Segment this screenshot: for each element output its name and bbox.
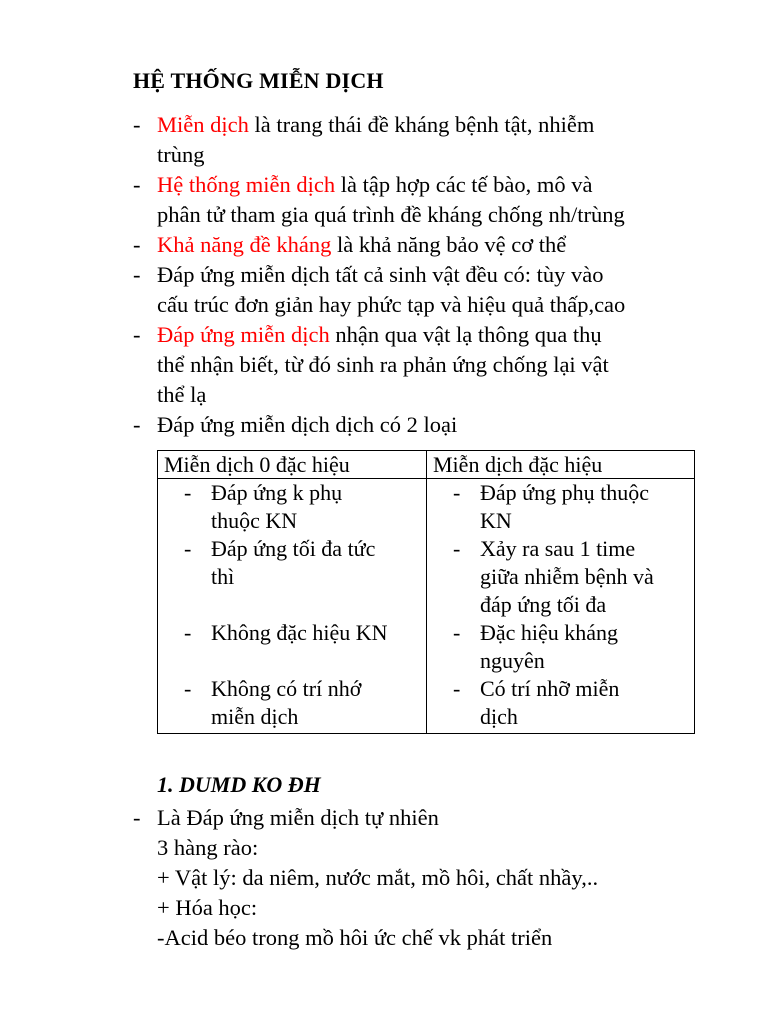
bullet-dash: - <box>133 262 141 287</box>
section-line <box>133 803 733 833</box>
definition-text-cont: trùng <box>157 142 205 167</box>
bullet-dash: - <box>133 172 141 197</box>
table-header-row <box>158 451 695 479</box>
cell-text: Có trí nhỡ miễn <box>480 676 620 701</box>
table-cell-specific <box>427 479 695 734</box>
list-item <box>433 675 688 731</box>
definition-text-cont: phân tử tham gia quá trình đề kháng chống nh/trùng <box>157 202 625 227</box>
list-item <box>133 320 733 410</box>
comparison-table <box>157 450 695 734</box>
section-text: + Vật lý: da niêm, nước mắt, mồ hôi, chất nhầy,.. <box>157 865 599 890</box>
cell-text: dịch <box>480 704 518 729</box>
list-item <box>164 619 420 647</box>
list-item <box>433 479 688 535</box>
section-text: -Acid béo trong mồ hôi ức chế vk phát triển <box>157 925 553 950</box>
cell-text: thì <box>211 564 235 589</box>
definition-text: Đáp ứng miễn dịch dịch có 2 loại <box>157 412 458 437</box>
definition-list <box>133 110 733 440</box>
list-item <box>164 479 420 535</box>
list-item <box>164 675 420 731</box>
bullet-dash: - <box>133 805 141 830</box>
bullet-dash: - <box>133 112 141 137</box>
cell-list <box>164 479 420 731</box>
definition-text: là trang thái đề kháng bệnh tật, nhiễm <box>248 112 595 137</box>
cell-text: giữa nhiễm bệnh và <box>480 564 654 589</box>
cell-text: Không có trí nhớ <box>211 676 362 701</box>
table-row <box>158 479 695 734</box>
cell-text: miễn dịch <box>211 704 299 729</box>
definition-text: là khả năng bảo vệ cơ thể <box>331 232 567 257</box>
column-header-specific: Miễn dịch đặc hiệu <box>427 451 695 479</box>
cell-text: KN <box>480 508 512 533</box>
list-item <box>133 110 733 170</box>
section-text: Là Đáp ứng miễn dịch tự nhiên <box>157 805 439 830</box>
section-heading: 1. DUMD KO ĐH <box>157 772 321 797</box>
definition-text-cont: thể nhận biết, từ đó sinh ra phản ứng chống lại vật <box>157 352 609 377</box>
list-item <box>133 230 733 260</box>
column-header-nonspecific: Miễn dịch 0 đặc hiệu <box>158 451 427 479</box>
bullet-dash: - <box>133 412 141 437</box>
definition-text: là tập hợp các tế bào, mô và <box>335 172 593 197</box>
list-item <box>433 619 688 675</box>
bullet-dash: - <box>453 480 461 505</box>
term-highlight: Khả năng đề kháng <box>157 232 332 257</box>
cell-text: Đáp ứng tối đa tức <box>211 536 376 561</box>
definition-text-cont: cấu trúc đơn giản hay phức tạp và hiệu quả thấp,cao <box>157 292 626 317</box>
page-title: HỆ THỐNG MIỄN DỊCH <box>133 68 384 93</box>
cell-text: Đáp ứng phụ thuộc <box>480 480 649 505</box>
bullet-dash: - <box>133 232 141 257</box>
bullet-dash: - <box>184 620 192 645</box>
section-line <box>133 893 733 923</box>
list-item <box>133 260 733 320</box>
section-text: 3 hàng rào: <box>157 835 259 860</box>
bullet-dash: - <box>133 322 141 347</box>
bullet-dash: - <box>184 536 192 561</box>
cell-text: Đáp ứng k phụ <box>211 480 343 505</box>
definition-text: Đáp ứng miễn dịch tất cả sinh vật đều có: tùy vào <box>157 262 604 287</box>
list-item <box>133 170 733 230</box>
cell-text: đáp ứng tối đa <box>480 592 607 617</box>
definition-text-cont: thể lạ <box>157 382 207 407</box>
section-line <box>133 833 733 863</box>
section-body <box>133 803 733 953</box>
cell-list <box>433 479 688 731</box>
bullet-dash: - <box>184 676 192 701</box>
term-highlight: Đáp ứng miễn dịch <box>157 322 330 347</box>
cell-text: nguyên <box>480 648 545 673</box>
list-item <box>164 535 420 591</box>
term-highlight: Miễn dịch <box>157 112 249 137</box>
section-line <box>133 923 733 953</box>
table-cell-nonspecific <box>158 479 427 734</box>
bullet-dash: - <box>453 536 461 561</box>
bullet-dash: - <box>453 676 461 701</box>
term-highlight: Hệ thống miễn dịch <box>157 172 336 197</box>
cell-text: Không đặc hiệu KN <box>211 620 388 645</box>
list-item <box>133 410 733 440</box>
cell-text: Xảy ra sau 1 time <box>480 536 636 561</box>
definition-text: nhận qua vật lạ thông qua thụ <box>329 322 602 347</box>
cell-text: thuộc KN <box>211 508 298 533</box>
cell-text: Đặc hiệu kháng <box>480 620 619 645</box>
section-line <box>133 863 733 893</box>
bullet-dash: - <box>453 620 461 645</box>
section-text: + Hóa học: <box>157 895 258 920</box>
bullet-dash: - <box>184 480 192 505</box>
list-item <box>433 535 688 619</box>
